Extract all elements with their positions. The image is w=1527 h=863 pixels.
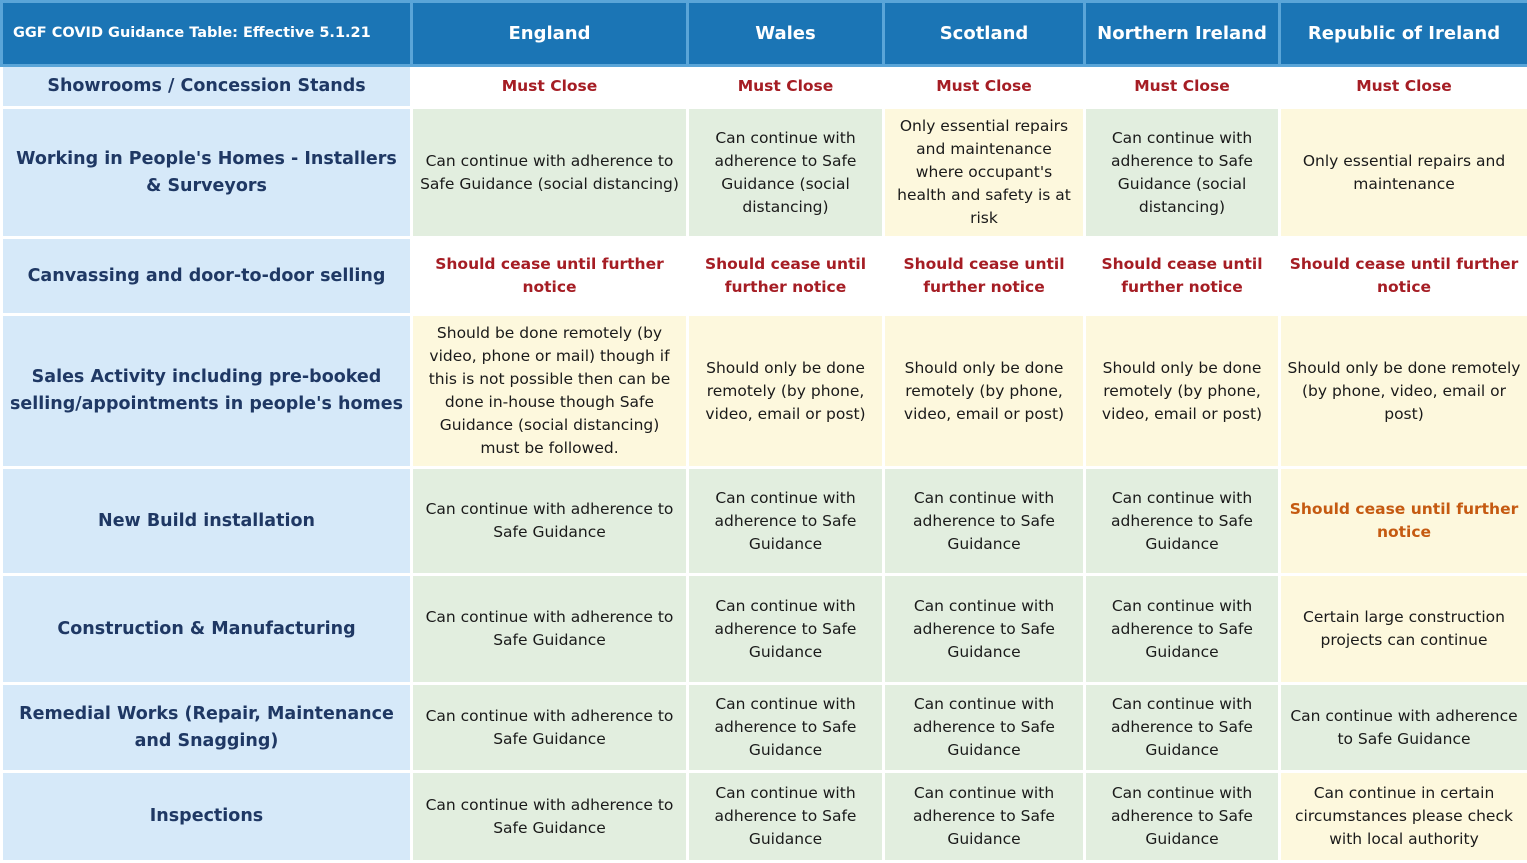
- cell-england: Can continue with adherence to Safe Guidance: [412, 468, 688, 575]
- cell-wales: Must Close: [688, 66, 884, 108]
- cell-wales: Can continue with adherence to Safe Guidance: [688, 772, 884, 862]
- cell-scotland: Can continue with adherence to Safe Guidance: [884, 684, 1085, 772]
- cell-scotland: Must Close: [884, 66, 1085, 108]
- row-header: Construction & Manufacturing: [2, 575, 412, 684]
- cell-england: Can continue with adherence to Safe Guidance (social distancing): [412, 108, 688, 238]
- cell-republic-of-ireland: Should cease until further notice: [1280, 468, 1527, 575]
- cell-england: Must Close: [412, 66, 688, 108]
- cell-wales: Can continue with adherence to Safe Guidance: [688, 575, 884, 684]
- cell-scotland: Should only be done remotely (by phone, video, email or post): [884, 315, 1085, 468]
- row-header: Canvassing and door-to-door selling: [2, 238, 412, 315]
- column-header-scotland: Scotland: [884, 2, 1085, 66]
- table-title: GGF COVID Guidance Table: Effective 5.1.21: [2, 2, 412, 66]
- row-header: Remedial Works (Repair, Maintenance and Snagging): [2, 684, 412, 772]
- row-header: New Build installation: [2, 468, 412, 575]
- column-header-northern-ireland: Northern Ireland: [1085, 2, 1280, 66]
- cell-england: Should cease until further notice: [412, 238, 688, 315]
- row-header: Inspections: [2, 772, 412, 862]
- cell-wales: Should only be done remotely (by phone, video, email or post): [688, 315, 884, 468]
- cell-england: Can continue with adherence to Safe Guidance: [412, 575, 688, 684]
- table-row: [2, 575, 1527, 684]
- table-row: [2, 108, 1527, 238]
- cell-wales: Can continue with adherence to Safe Guidance (social distancing): [688, 108, 884, 238]
- cell-republic-of-ireland: Only essential repairs and maintenance: [1280, 108, 1527, 238]
- column-header-republic-of-ireland: Republic of Ireland: [1280, 2, 1527, 66]
- cell-northern-ireland: Can continue with adherence to Safe Guidance: [1085, 468, 1280, 575]
- header-row: [2, 2, 1527, 66]
- cell-wales: Can continue with adherence to Safe Guidance: [688, 468, 884, 575]
- cell-scotland: Can continue with adherence to Safe Guidance: [884, 575, 1085, 684]
- row-header: Sales Activity including pre-booked selling/appointments in people's homes: [2, 315, 412, 468]
- table-body: [2, 66, 1527, 862]
- row-header: Working in People's Homes - Installers & Surveyors: [2, 108, 412, 238]
- cell-republic-of-ireland: Certain large construction projects can continue: [1280, 575, 1527, 684]
- cell-republic-of-ireland: Should only be done remotely (by phone, video, email or post): [1280, 315, 1527, 468]
- column-header-wales: Wales: [688, 2, 884, 66]
- cell-republic-of-ireland: Should cease until further notice: [1280, 238, 1527, 315]
- table-row: [2, 66, 1527, 108]
- row-header: Showrooms / Concession Stands: [2, 66, 412, 108]
- cell-england: Can continue with adherence to Safe Guidance: [412, 684, 688, 772]
- cell-scotland: Can continue with adherence to Safe Guidance: [884, 468, 1085, 575]
- cell-england: Should be done remotely (by video, phone or mail) though if this is not possible then can be done in-house though Safe Guidance (social distancing) must be followed.: [412, 315, 688, 468]
- table-row: [2, 772, 1527, 862]
- cell-england: Can continue with adherence to Safe Guidance: [412, 772, 688, 862]
- table-row: [2, 238, 1527, 315]
- cell-scotland: Can continue with adherence to Safe Guidance: [884, 772, 1085, 862]
- cell-northern-ireland: Must Close: [1085, 66, 1280, 108]
- cell-republic-of-ireland: Must Close: [1280, 66, 1527, 108]
- cell-northern-ireland: Can continue with adherence to Safe Guidance: [1085, 772, 1280, 862]
- table-row: [2, 315, 1527, 468]
- cell-wales: Should cease until further notice: [688, 238, 884, 315]
- cell-scotland: Should cease until further notice: [884, 238, 1085, 315]
- cell-northern-ireland: Should cease until further notice: [1085, 238, 1280, 315]
- cell-northern-ireland: Can continue with adherence to Safe Guidance (social distancing): [1085, 108, 1280, 238]
- cell-scotland: Only essential repairs and maintenance where occupant's health and safety is at risk: [884, 108, 1085, 238]
- cell-northern-ireland: Can continue with adherence to Safe Guidance: [1085, 684, 1280, 772]
- column-header-england: England: [412, 2, 688, 66]
- table-row: [2, 468, 1527, 575]
- cell-republic-of-ireland: Can continue in certain circumstances please check with local authority: [1280, 772, 1527, 862]
- cell-wales: Can continue with adherence to Safe Guidance: [688, 684, 884, 772]
- cell-northern-ireland: Should only be done remotely (by phone, video, email or post): [1085, 315, 1280, 468]
- cell-northern-ireland: Can continue with adherence to Safe Guidance: [1085, 575, 1280, 684]
- table-row: [2, 684, 1527, 772]
- cell-republic-of-ireland: Can continue with adherence to Safe Guidance: [1280, 684, 1527, 772]
